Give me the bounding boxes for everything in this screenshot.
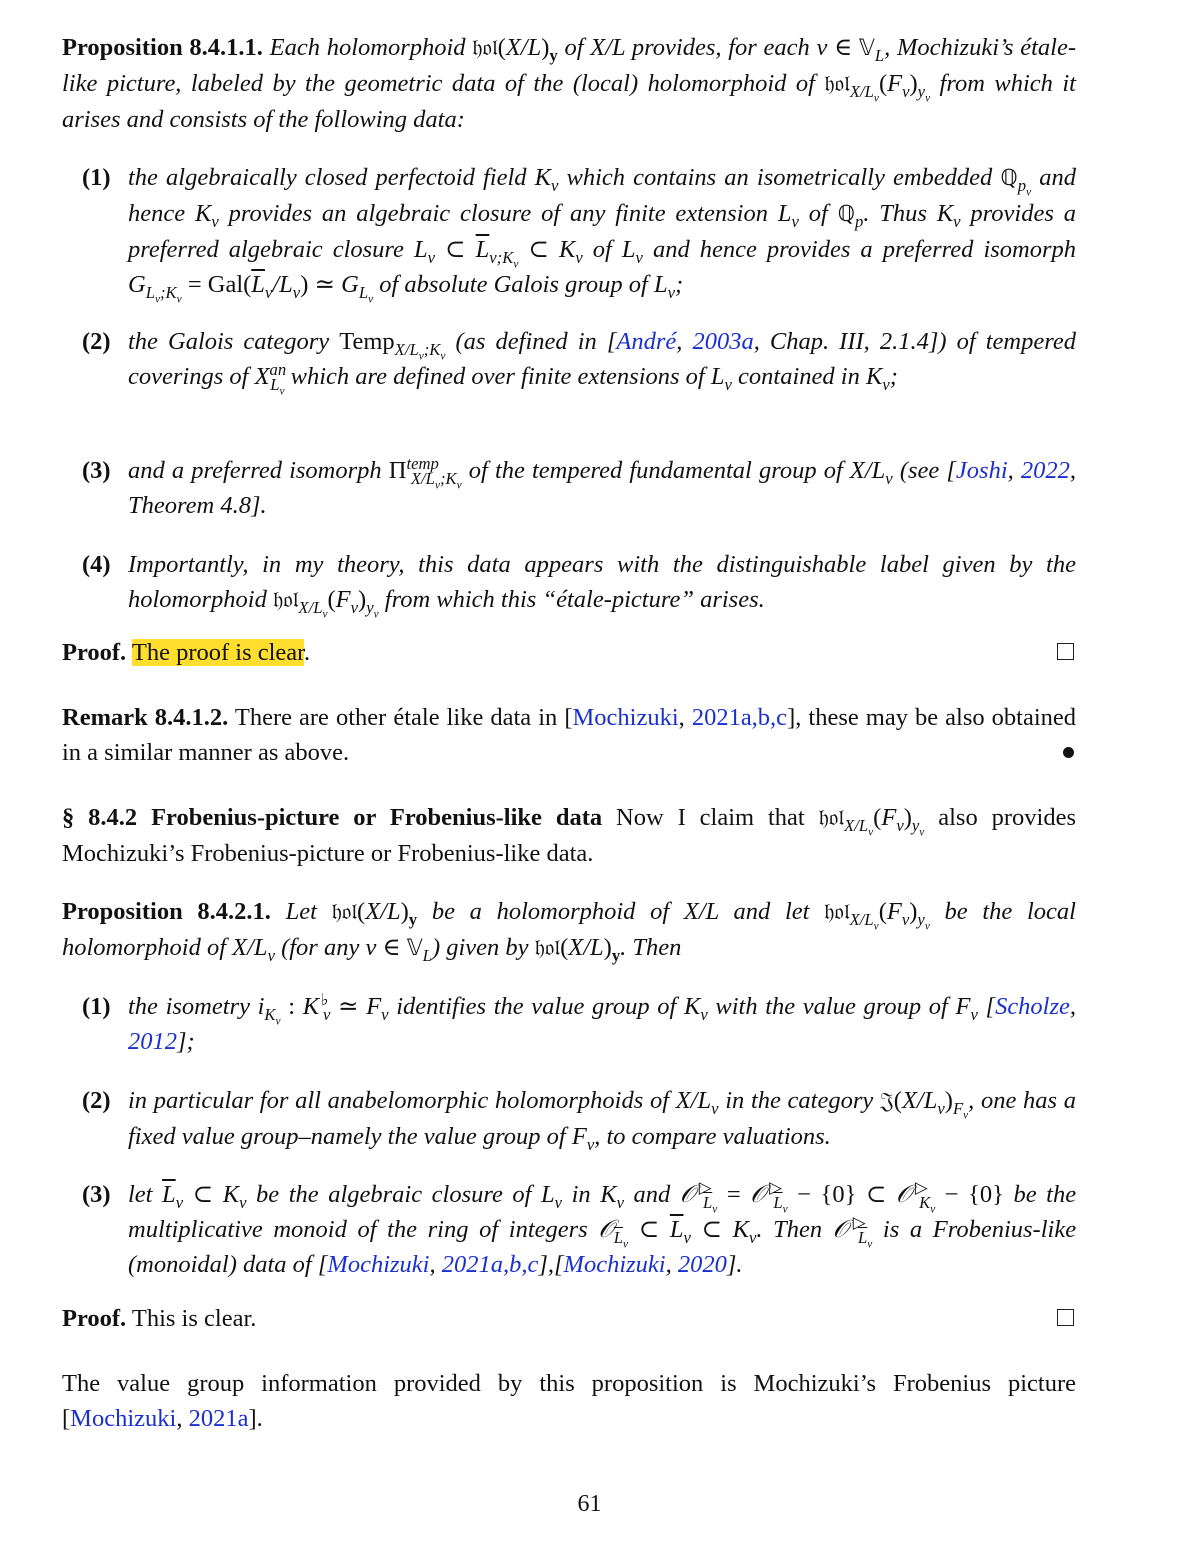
qed-square-icon — [1057, 643, 1074, 660]
highlighted-text[interactable]: The proof is clear — [131, 639, 304, 666]
list-item: (2) the Galois category Temp$_{X/L_v;K_v}$ (as defined in [André, 2003a, Chap. III, 2.1.4]) of tempered coverings of $X^{an}_{L_v}$ which are defined over finite extensions of $L_v$ contained in $K_v$; — [82, 328, 1076, 398]
proposition-8-4-2-1: Proposition 8.4.2.1. Let $𝔥𝔬𝔩(X/L)_y$ be a holomorphoid of X/L and let $𝔥𝔬𝔩_{X/L_v}(F_v)_{y_v}$ be the local holomorphoid of $X/L_v$ (for any v ∈ 𝕍$_L$) given by $𝔥𝔬𝔩(X/L)_y$. Then — [62, 898, 1076, 965]
citation-link[interactable]: Scholze — [995, 993, 1070, 1020]
citation-link[interactable]: Mochizuki — [563, 1251, 666, 1278]
list-item: (3) let $\overline{L}_v$ ⊂ $K_v$ be the algebraic closure of $L_v$ in $K_v$ and 𝒪▷$_{\overline{L}_v}$ = 𝒪▷$_{\overline{L}_v}$ − {0} ⊂ 𝒪▷$_{K_v}$ − {0} be the multiplicative monoid of the ring of integers 𝒪$_{\overline{L}_v}$ ⊂ $\overline{L}_v$ ⊂ $K_v$. Then 𝒪▷$_{\overline{L}_v}$ is a Frobenius-like (monoidal) data of [Mochizuki, 2021a,b,c],[Mochizuki, 2020]. — [82, 1177, 1077, 1278]
citation-link[interactable]: 2003a — [692, 328, 754, 355]
citation-link[interactable]: 2021a — [188, 1405, 249, 1432]
proof-block: Proof. The proof is clear. — [62, 635, 1076, 670]
proof-label: Proof. — [62, 1305, 127, 1332]
citation-link[interactable]: Mochizuki — [572, 704, 679, 731]
citation-link[interactable]: Joshi — [955, 457, 1008, 484]
proof-block: Proof. This is clear. — [62, 1301, 1076, 1336]
page-number: 61 — [577, 1491, 602, 1517]
qed-square-icon — [1057, 1309, 1074, 1326]
proof-label: Proof. — [62, 639, 127, 666]
end-of-remark-bullet-icon — [1063, 747, 1074, 758]
citation-link[interactable]: 2022 — [1020, 457, 1070, 484]
citation-link[interactable]: Mochizuki — [70, 1405, 177, 1432]
proposition-heading: Proposition 8.4.1.1. — [62, 34, 263, 61]
citation-link[interactable]: André — [616, 328, 677, 355]
frobenius-data-list — [62, 989, 1076, 1285]
proposition-text: Each holomorphoid $𝔥𝔬𝔩(X/L)_y$ of X/L provides, for each v ∈ 𝕍$_L$, Mochizuki’s étale-like picture, labeled by the geometric data of the (local) holomorphoid of $𝔥𝔬𝔩_{X/L_v}(F_v)_{y_v}$ from which it arises and consists of the following data: — [62, 34, 1077, 133]
section-heading: § 8.4.2 Frobenius-picture or Frobenius-like data — [62, 804, 603, 831]
page — [62, 30, 1076, 1436]
etale-data-list — [62, 160, 1077, 621]
section-8-4-2: § 8.4.2 Frobenius-picture or Frobenius-like data Now I claim that $𝔥𝔬𝔩_{X/L_v}(F_v)_{y_v}$ also provides Mochizuki’s Frobenius-picture or Frobenius-like data. — [62, 804, 1076, 867]
citation-link[interactable]: 2021a,b,c — [441, 1251, 539, 1278]
citation-link[interactable]: 2020 — [677, 1251, 727, 1278]
list-item: (1) the algebraically closed perfectoid field $K_v$ which contains an isometrically embedded ℚ$_{p_v}$ and hence $K_v$ provides an algebraic closure of any finite extension $L_v$ of ℚ$_p$. Thus $K_v$ provides a preferred algebraic closure $L_v$ ⊂ $\overline{L}_{v;K_v}$ ⊂ $K_v$ of $L_v$ and hence provides a preferred isomorph $G_{L_v;K_v} = Gal(\overline{L}_v/L_v)$ ≃ $G_{L_v}$ of absolute Galois group of $L_v$; — [82, 164, 1077, 306]
list-item: (3) and a preferred isomorph $\Pi^{temp}_{X/L_v;K_v}$ of the tempered fundamental group of $X/L_v$ (see [Joshi, 2022, Theorem 4.8]. — [82, 453, 1077, 519]
closing-paragraph: The value group information provided by this proposition is Mochizuki’s Frobenius picture [Mochizuki, 2021a]. — [62, 1370, 1076, 1432]
citation-link[interactable]: 2021a,b,c — [691, 704, 788, 731]
citation-link[interactable]: Mochizuki — [327, 1251, 430, 1278]
list-item: (4) Importantly, in my theory, this data appears with the distinguishable label given by the holomorphoid $𝔥𝔬𝔩_{X/L_v}(F_v)_{y_v}$ from which this “étale-picture” arises. — [82, 551, 1076, 621]
proposition-8-4-1-1 — [62, 30, 1076, 135]
list-item: (2) in particular for all anabelomorphic holomorphoids of $X/L_v$ in the category $𝔍(X/L_v)_{F_v}$, one has a fixed value group–namely the value group of $F_v$, to compare valuations. — [82, 1087, 1076, 1154]
list-item: (1) the isometry $i_{K_v}$ : $K^♭_v$ ≃ $F_v$ identifies the value group of $K_v$ with the value group of $F_v$ [Scholze, 2012]; — [82, 989, 1077, 1055]
remark-8-4-1-2: Remark 8.4.1.2. There are other étale like data in [Mochizuki, 2021a,b,c], these may be also obtained in a similar manner as above. — [62, 704, 1076, 766]
citation-link[interactable]: 2012 — [128, 1028, 177, 1055]
